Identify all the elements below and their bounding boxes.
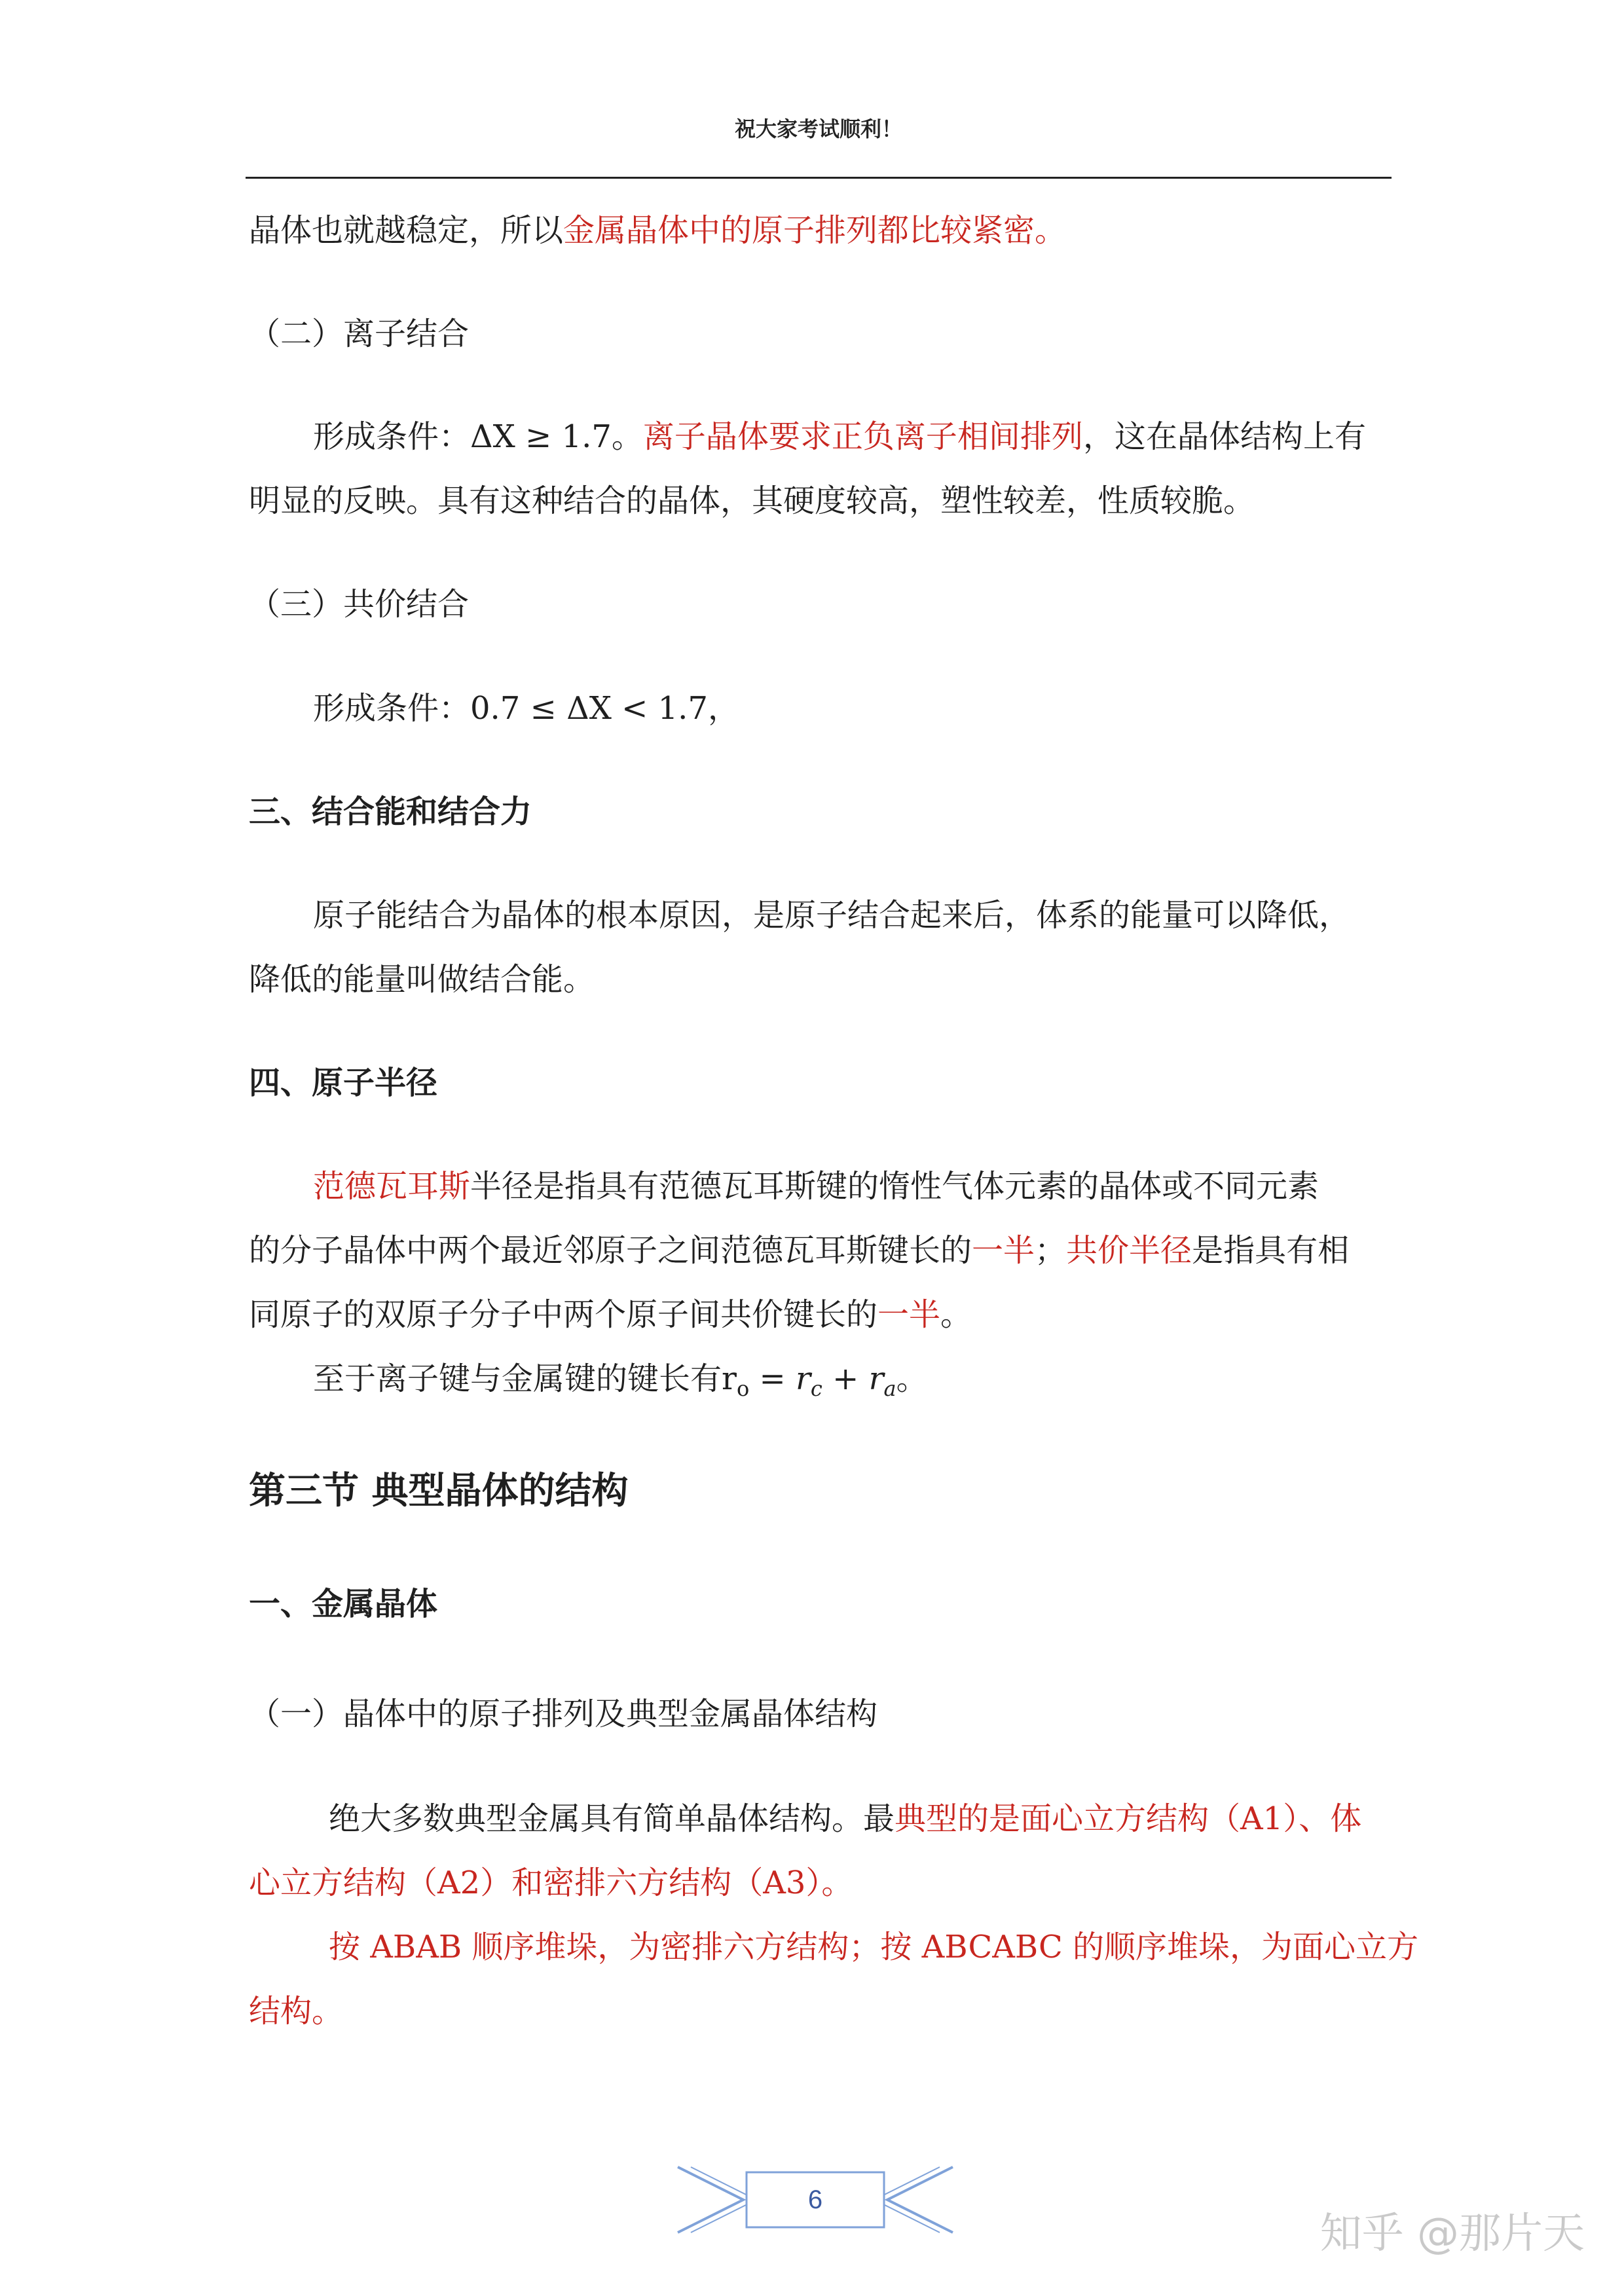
text-span: 同原子的双原子分子中两个原子间共价键长的	[249, 1296, 878, 1333]
text-span: 。	[896, 1360, 928, 1397]
text-span: ，这在晶体结构上有	[1082, 418, 1366, 455]
text-span: ；	[1035, 1232, 1067, 1269]
subscript: o	[736, 1376, 750, 1401]
text-span: 晶体也就越稳定，所以	[249, 212, 564, 249]
text-span: +	[822, 1360, 869, 1397]
subsection-heading-atomic-arrangement: （一）晶体中的原子排列及典型金属晶体结构	[249, 1696, 878, 1732]
paragraph-line: 形成条件：0.7 ≤ ΔX < 1.7，	[313, 690, 739, 727]
paragraph-line: 原子能结合为晶体的根本原因，是原子结合起来后，体系的能量可以降低，	[313, 897, 1351, 934]
chapter-section-heading: 第三节 典型晶体的结构	[249, 1470, 629, 1512]
highlight-span: 一半	[972, 1232, 1035, 1269]
highlight-span: 范德瓦耳斯	[313, 1168, 471, 1205]
subscript: a	[883, 1376, 896, 1401]
subsection-heading-covalent: （三）共价结合	[249, 586, 470, 623]
section-heading-atomic-radius: 四、原子半径	[249, 1065, 438, 1101]
text-span: 。	[940, 1296, 972, 1333]
paragraph-line	[329, 1799, 1361, 1838]
paragraph-line: 明显的反映。具有这种结合的晶体，其硬度较高，塑性较差，性质较脆。	[249, 483, 1255, 519]
text-span: 是指具有相	[1192, 1232, 1350, 1269]
highlight-span: 一半	[877, 1296, 941, 1333]
text-span: 至于离子键与金属键的键长有r	[313, 1360, 737, 1397]
text-span: 绝大多数典型金属具有简单晶体结构。最	[329, 1800, 895, 1837]
paragraph-line: 结构。	[249, 1993, 344, 2030]
paragraph-line	[249, 1231, 1349, 1270]
page-number: 6	[807, 2185, 823, 2214]
subsection-heading-ionic: （二）离子结合	[249, 316, 470, 352]
paragraph-line	[249, 1295, 972, 1334]
paragraph-line: 心立方结构（A2）和密排六方结构（A3）。	[249, 1865, 853, 1901]
paragraph-line	[249, 211, 1066, 250]
watermark: 知乎 @那片天	[1320, 2210, 1585, 2258]
formula-line	[313, 1359, 928, 1408]
section-heading-metal-crystal: 一、金属晶体	[249, 1586, 438, 1622]
highlight-span: 金属晶体中的原子排列都比较紧密。	[563, 212, 1067, 249]
text-span: =	[749, 1360, 796, 1397]
text-span: 的分子晶体中两个最近邻原子之间范德瓦耳斯键长的	[249, 1232, 972, 1269]
paragraph-line	[313, 1167, 1319, 1206]
subscript: c	[810, 1376, 822, 1401]
paragraph-line	[313, 417, 1366, 456]
highlight-span: 共价半径	[1066, 1232, 1192, 1269]
variable: r	[795, 1360, 811, 1397]
highlight-span: 典型的是面心立方结构（A1）、体	[895, 1800, 1362, 1837]
paragraph-line: 按 ABAB 顺序堆垛，为密排六方结构；按 ABCABC 的顺序堆垛，为面心立方	[329, 1929, 1419, 1965]
text-span: 形成条件：ΔX ≥ 1.7。	[313, 418, 643, 455]
text-span: 半径是指具有范德瓦耳斯键的惰性气体元素的晶体或不同元素	[470, 1168, 1320, 1205]
variable: r	[868, 1360, 884, 1397]
section-heading-binding-energy: 三、结合能和结合力	[249, 793, 532, 830]
header-rule	[246, 177, 1392, 179]
running-header: 祝大家考试顺利！	[734, 117, 902, 141]
paragraph-line: 降低的能量叫做结合能。	[249, 961, 595, 998]
highlight-span: 离子晶体要求正负离子相间排列	[642, 418, 1083, 455]
